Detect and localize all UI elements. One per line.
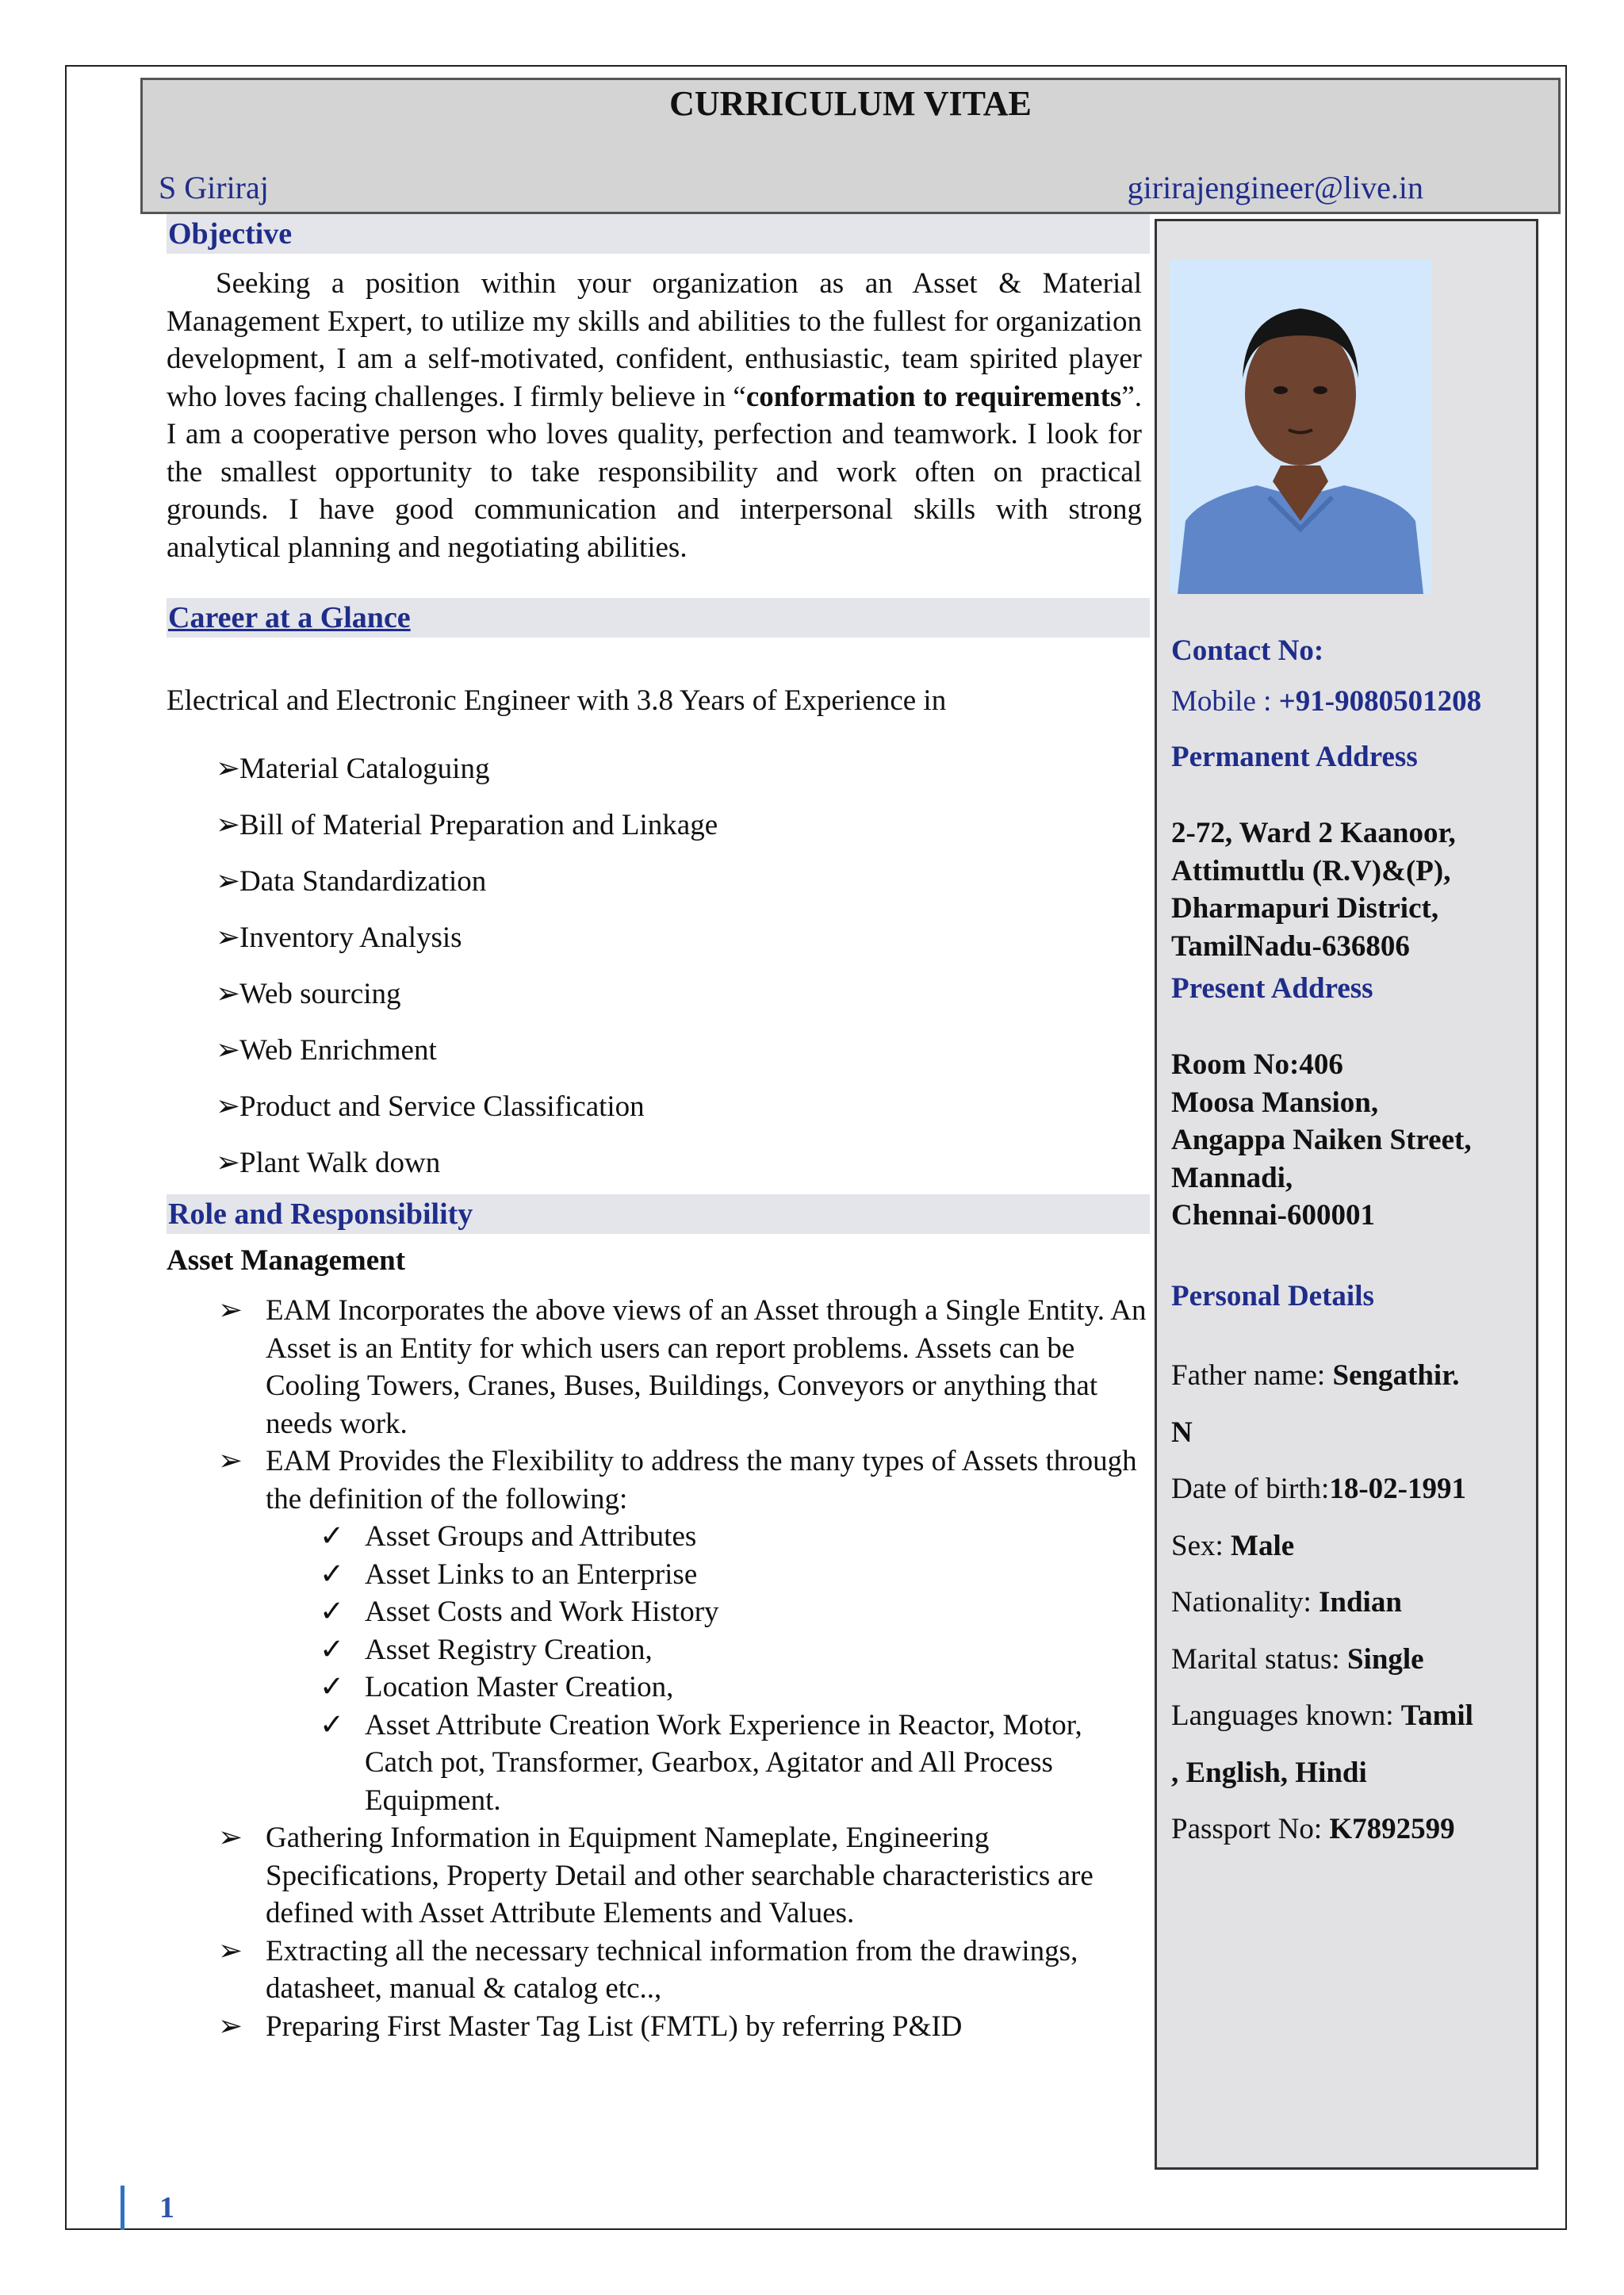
list-item: ➢ Extracting all the necessary technical information from the drawings, datasheet, manual & catalog etc.., — [167, 1933, 1154, 2008]
list-item: ➢Material Cataloguing — [216, 749, 1150, 806]
arrow-bullet-icon: ➢ — [216, 753, 241, 785]
candidate-email: girirajengineer@live.in — [1127, 170, 1423, 205]
arrow-bullet-icon: ➢ — [218, 1822, 243, 1854]
checkmark-icon: ✓ — [320, 1557, 345, 1591]
page-number: 1 — [121, 2186, 174, 2230]
arrow-bullet-icon: ➢ — [216, 1147, 241, 1179]
mobile-line: Mobile : +91-9080501208 — [1171, 685, 1482, 718]
list-item: ➢ Gathering Information in Equipment Nameplate, Engineering Specifications, Property Detail and other searchable characteristics are defined with Asset Attribute Elements and Values. — [167, 1819, 1154, 1933]
candidate-name: S Giriraj — [159, 170, 269, 205]
checkmark-icon: ✓ — [320, 1596, 345, 1628]
list-item: ➢Product and Service Classification — [216, 1087, 1150, 1144]
personal-details: Father name: Sengathir. N Date of birth:18-02-1991 Sex: Male Nationality: Indian Marital status: Single Languages known: Tamil , English, Hindi Passport No: K7892599 — [1171, 1359, 1473, 1845]
list-item: ✓ Asset Groups and Attributes — [266, 1518, 1154, 1556]
arrow-bullet-icon: ➢ — [216, 1034, 241, 1067]
list-item: ➢Web Enrichment — [216, 1031, 1150, 1087]
career-intro: Electrical and Electronic Engineer with 3.8 Years of Experience in — [167, 684, 947, 717]
main-column — [167, 214, 1150, 2045]
list-item: ➢Inventory Analysis — [216, 918, 1150, 975]
profile-photo — [1170, 259, 1431, 594]
list-item: ✓ Asset Links to an Enterprise — [266, 1556, 1154, 1594]
asset-management-subheading: Asset Management — [167, 1244, 406, 1277]
list-item: ✓ Asset Registry Creation, — [266, 1631, 1154, 1669]
list-item: ✓ Asset Attribute Creation Work Experience in Reactor, Motor, Catch pot, Transformer, Gearbox, Agitator and All Process Equipment. — [266, 1707, 1154, 1820]
checklist — [266, 1518, 1154, 1819]
list-item: ✓ Asset Costs and Work History — [266, 1593, 1154, 1631]
present-address: Room No:406 Moosa Mansion, Angappa Naiken Street, Mannadi, Chennai-600001 — [1171, 1048, 1472, 1232]
cv-header — [140, 78, 1561, 214]
roles-list — [167, 1292, 1150, 2045]
arrow-bullet-icon: ➢ — [218, 1934, 243, 1967]
permanent-address-label: Permanent Address — [1171, 741, 1418, 773]
arrow-bullet-icon: ➢ — [218, 2010, 243, 2043]
career-heading: Career at a Glance — [167, 598, 1150, 638]
contact-label: Contact No: — [1171, 634, 1324, 667]
checkmark-icon: ✓ — [320, 1520, 345, 1553]
arrow-bullet-icon: ➢ — [216, 921, 241, 954]
list-item: ➢Web sourcing — [216, 975, 1150, 1031]
objective-heading: Objective — [167, 214, 1150, 254]
sidebar — [1155, 219, 1538, 2170]
objective-text: Seeking a position within your organization as an Asset & Material Management Expert, to utilize my skills and abilities to the fullest for organization development, I am a self-motivated, confident, enthusiastic, team spirited player who loves facing challenges. I firmly believe in “conformation to requirements”. I am a cooperative person who loves quality, perfection and teamwork. I look for the smallest opportunity to take responsibility and work often on practical grounds. I have good communication and interpersonal skills with strong analytical planning and negotiating abilities. — [167, 267, 1142, 564]
list-item: ➢ EAM Incorporates the above views of an Asset through a Single Entity. An Asset is an Entity for which users can report problems. Assets can be Cooling Towers, Cranes, Buses, Buildings, Conveyors or anything that needs work. — [167, 1292, 1154, 1443]
arrow-bullet-icon: ➢ — [216, 865, 241, 898]
personal-details-label: Personal Details — [1171, 1280, 1374, 1312]
list-item: ➢ Preparing First Master Tag List (FMTL) by referring P&ID — [167, 2008, 1154, 2046]
checkmark-icon: ✓ — [320, 1671, 345, 1703]
arrow-bullet-icon: ➢ — [218, 1294, 243, 1327]
list-item: ➢Bill of Material Preparation and Linkage — [216, 806, 1150, 862]
page-title: CURRICULUM VITAE — [669, 84, 1032, 123]
list-item: ✓ Location Master Creation, — [266, 1669, 1154, 1707]
checkmark-icon: ✓ — [320, 1708, 345, 1741]
arrow-bullet-icon: ➢ — [216, 1090, 241, 1123]
list-item: ➢Plant Walk down — [216, 1144, 1150, 1186]
skills-list — [167, 749, 1150, 1186]
arrow-bullet-icon: ➢ — [216, 809, 241, 841]
list-item: ➢ EAM Provides the Flexibility to address the many types of Assets through the definition of the following: ✓ Asset Groups and Attributes ✓ Asset Links to an Enterprise ✓ Asset Costs and Work History ✓ Asset Registry Creation, ✓ Location Master Creation, ✓ Asset Attribute Creation Work Experience in Reactor, Motor, Catch pot, Transformer, Gearbox, Agitator and All Process Equipment. — [167, 1443, 1154, 1819]
list-item: ➢Data Standardization — [216, 862, 1150, 918]
permanent-address: 2-72, Ward 2 Kaanoor, Attimuttlu (R.V)&(P), Dharmapuri District, TamilNadu-636806 — [1171, 817, 1456, 963]
checkmark-icon: ✓ — [320, 1633, 345, 1666]
arrow-bullet-icon: ➢ — [218, 1445, 243, 1477]
present-address-label: Present Address — [1171, 972, 1373, 1005]
arrow-bullet-icon: ➢ — [216, 978, 241, 1010]
roles-heading: Role and Responsibility — [167, 1194, 1150, 1234]
